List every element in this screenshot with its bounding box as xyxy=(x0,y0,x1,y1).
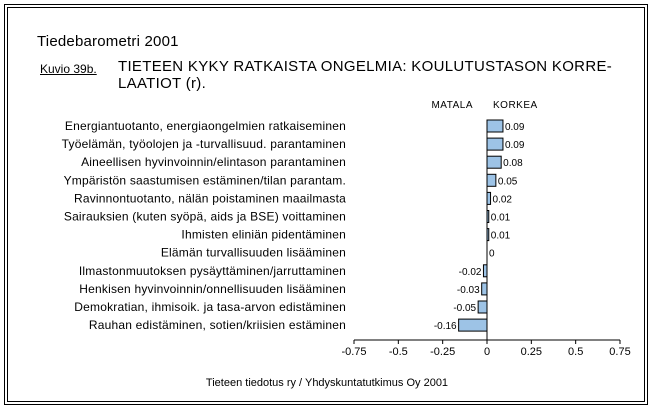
figure-label: Kuvio 39b. xyxy=(40,62,97,76)
category-label: Elämän turvallisuuden lisääminen xyxy=(160,245,346,260)
category-label: Ravinnontuotanto, nälän poistaminen maailmasta xyxy=(73,191,346,206)
bar xyxy=(487,156,501,168)
x-tick-label: 0.5 xyxy=(568,346,584,358)
value-label: -0.03 xyxy=(456,284,480,296)
bar xyxy=(487,174,496,186)
category-label: Työelämän, työolojen ja -turvallisuud. parantaminen xyxy=(61,137,346,152)
bar xyxy=(483,265,487,277)
legend-low-label: MATALA xyxy=(431,100,473,111)
x-tick-label: 0.25 xyxy=(520,346,543,358)
x-tick-label: 0.75 xyxy=(609,346,631,358)
value-label: 0.09 xyxy=(504,122,525,133)
category-label: Sairauksien (kuten syöpä, aids ja BSE) voittaminen xyxy=(63,209,346,224)
x-tick-label: -0.5 xyxy=(388,346,408,358)
category-label: Ihmisten eliniän pidentäminen xyxy=(181,227,346,242)
bar xyxy=(487,138,503,150)
bar xyxy=(487,229,489,241)
category-label: Energiantuotanto, energiaongelmien ratkaiseminen xyxy=(64,119,346,133)
bar xyxy=(459,319,487,331)
x-tick-label: -0.25 xyxy=(430,346,456,358)
chart-subtitle: TIETEEN KYKY RATKAISTA ONGELMIA: KOULUTUSTASON KORRE-LAATIOT (r). xyxy=(118,58,613,92)
source-note: Tieteen tiedotus ry / Yhdyskuntatutkimus Oy 2001 xyxy=(205,377,449,389)
value-label: -0.05 xyxy=(453,303,477,314)
category-label: Rauhan edistäminen, sotien/kriisien estäminen xyxy=(88,318,346,333)
bar xyxy=(482,283,487,295)
value-label: 0.01 xyxy=(490,212,511,224)
category-label: Ympäristön saastumisen estäminen/tilan parantam. xyxy=(63,173,346,188)
bar xyxy=(487,211,489,223)
category-label: Aineellisen hyvinvoinnin/elintason parantaminen xyxy=(81,155,346,170)
bar xyxy=(478,301,487,313)
category-label: Henkisen hyvinvoinnin/onnellisuuden lisääminen xyxy=(79,281,346,296)
bar xyxy=(487,192,491,204)
value-label: 0 xyxy=(489,248,495,260)
category-label: Demokratian, ihmisoik. ja tasa-arvon edistäminen xyxy=(74,300,346,314)
legend-high-label: KORKEA xyxy=(493,100,538,111)
value-label: -0.02 xyxy=(458,266,482,278)
value-label: 0.08 xyxy=(503,158,523,170)
x-tick-label: -0.75 xyxy=(341,346,367,358)
category-label: Ilmastonmuutoksen pysäyttäminen/jarruttaminen xyxy=(78,263,346,278)
bar xyxy=(487,120,503,132)
value-label: 0.01 xyxy=(490,230,511,242)
value-label: 0.02 xyxy=(492,194,513,206)
value-label: 0.09 xyxy=(504,140,525,152)
x-tick-label: 0 xyxy=(483,346,491,358)
value-label: -0.16 xyxy=(433,321,457,333)
page-title: Tiedebarometri 2001 xyxy=(37,33,179,50)
value-label: 0.05 xyxy=(497,176,518,188)
